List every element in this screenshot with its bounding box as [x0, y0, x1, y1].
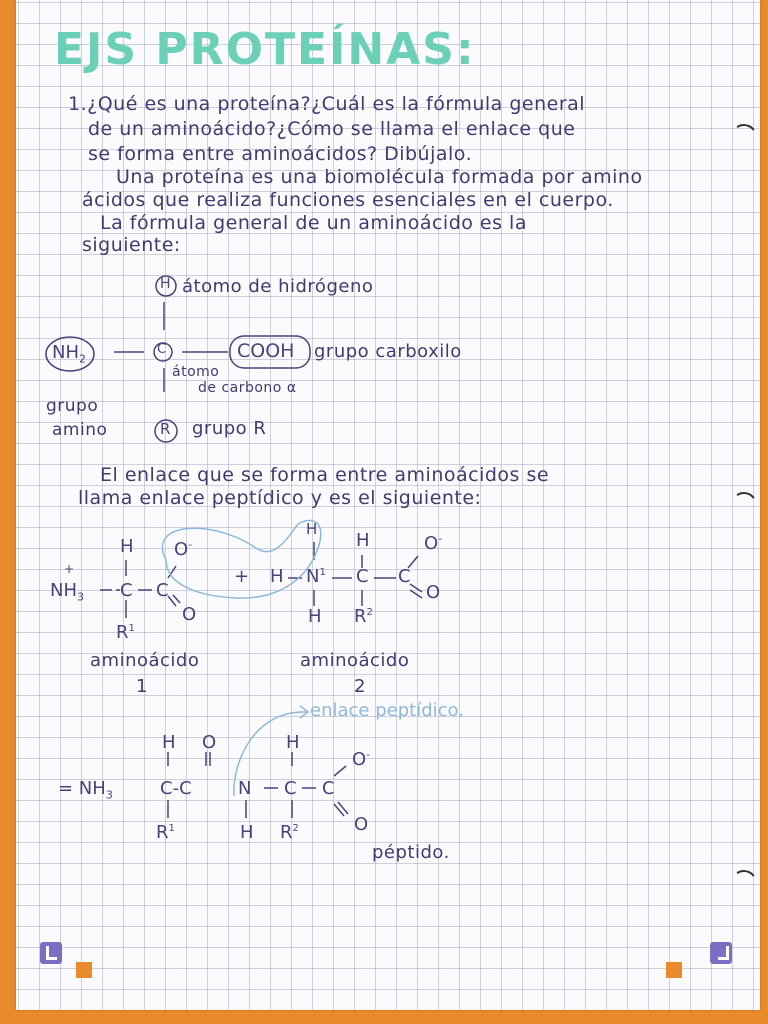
peptide-bond-label: enlace peptídico.	[310, 700, 464, 721]
aa1-o-minus-charge: -	[188, 538, 193, 551]
aa1-number: 1	[136, 676, 148, 697]
answer-line-3: La fórmula general de un aminoácido es la	[100, 212, 527, 234]
peptide-r1-sup: 1	[168, 823, 175, 834]
question-line-1: 1.¿Qué es una proteína?¿Cuál es la fórmula general	[68, 93, 586, 115]
aa2-o: O	[426, 582, 441, 603]
peptide-o1: O	[202, 732, 217, 753]
page-title: EJS PROTEÍNAS:	[54, 24, 476, 75]
aa2-c: C	[356, 566, 369, 587]
aa2-o-minus-text: O	[424, 533, 439, 554]
peptide-r2	[280, 822, 299, 843]
bond-line-2: llama enlace peptídico y es el siguiente:	[78, 487, 482, 509]
aa2-c2: C	[398, 566, 411, 587]
peptide-prefix-subscript: 3	[105, 788, 113, 802]
peptide-r2-text: R	[280, 822, 293, 843]
peptide-n: N	[238, 778, 252, 799]
peptide-r1	[156, 822, 175, 843]
aa1-nh3	[50, 580, 84, 604]
peptide-h1: H	[162, 732, 176, 753]
aa2-n-sup: 1	[319, 567, 326, 578]
aa1-nh3-text: NH	[50, 580, 77, 601]
aa2-number: 2	[354, 676, 366, 697]
amino-label-2: amino	[52, 420, 108, 440]
aa1-r	[116, 622, 135, 643]
peptide-r2-sup: 2	[292, 823, 299, 834]
r-group-label: grupo R	[192, 418, 267, 439]
answer-line-4: siguiente:	[82, 234, 181, 256]
peptide-c4: C	[322, 778, 335, 799]
aa1-h: H	[120, 536, 134, 557]
nh2-group	[52, 342, 86, 366]
alpha-carbon: C	[157, 342, 167, 357]
peptide-o-minus-charge: -	[366, 748, 371, 761]
nh2-text: NH	[52, 342, 79, 363]
amino-label-1: grupo	[46, 396, 99, 416]
aa2-h-bottom: H	[308, 606, 322, 627]
aa1-o-minus	[174, 538, 192, 560]
peptide-prefix-text: = NH	[58, 778, 106, 799]
peptide-c3: C	[284, 778, 297, 799]
nh2-subscript: 2	[79, 352, 86, 366]
question-line-3: se forma entre aminoácidos? Dibújalo.	[88, 143, 473, 165]
aa1-nh3-subscript: 3	[77, 590, 84, 604]
aa1-r-sup: 1	[128, 623, 135, 634]
aa1-plus-charge: +	[64, 562, 75, 576]
aa2-label: aminoácido	[300, 650, 410, 671]
notebook-page	[16, 0, 760, 1010]
carbon-label-2: de carbono α	[198, 380, 297, 396]
aa2-r-sup: 2	[366, 607, 373, 618]
aa1-c: C	[120, 580, 133, 601]
peptide-prefix	[58, 778, 113, 802]
peptide-o-minus	[352, 748, 370, 770]
plus-sign: +	[234, 566, 250, 587]
aa1-c2: C	[156, 580, 169, 601]
question-line-2: de un aminoácido?¿Cómo se llama el enlace que	[88, 118, 576, 140]
aa1-label: aminoácido	[90, 650, 200, 671]
peptide-label: péptido.	[372, 842, 450, 863]
bond-line-1: El enlace que se forma entre aminoácidos se	[100, 464, 550, 486]
aa2-n-text: N	[306, 566, 320, 587]
cooh-label: grupo carboxilo	[314, 341, 462, 362]
peptide-h-n: H	[240, 822, 254, 843]
aa1-o: O	[182, 604, 197, 625]
h-atom-label: átomo de hidrógeno	[182, 276, 374, 297]
peptide-h2: H	[286, 732, 300, 753]
aa2-n	[306, 566, 326, 587]
aa2-h-n: H	[306, 520, 318, 538]
peptide-r1-text: R	[156, 822, 169, 843]
aa1-o-minus-text: O	[174, 539, 189, 560]
peptide-o: O	[354, 814, 369, 835]
aa2-o-minus	[424, 532, 442, 554]
answer-line-2: ácidos que realiza funciones esenciales en el cuerpo.	[82, 189, 614, 211]
aa2-h-top: H	[356, 530, 370, 551]
aa2-r	[354, 606, 373, 627]
r-group: R	[160, 420, 171, 438]
aa1-r-text: R	[116, 622, 129, 643]
cooh-group: COOH	[237, 340, 295, 362]
aa2-h-left: H	[270, 566, 284, 587]
aa2-o-minus-charge: -	[438, 532, 443, 545]
peptide-o-minus-text: O	[352, 749, 367, 770]
answer-line-1: Una proteína es una biomolécula formada por amino	[116, 166, 643, 188]
peptide-chain: C-C	[160, 778, 192, 799]
aa2-r-text: R	[354, 606, 367, 627]
carbon-label-1: átomo	[172, 364, 220, 380]
h-atom: H	[160, 276, 171, 292]
